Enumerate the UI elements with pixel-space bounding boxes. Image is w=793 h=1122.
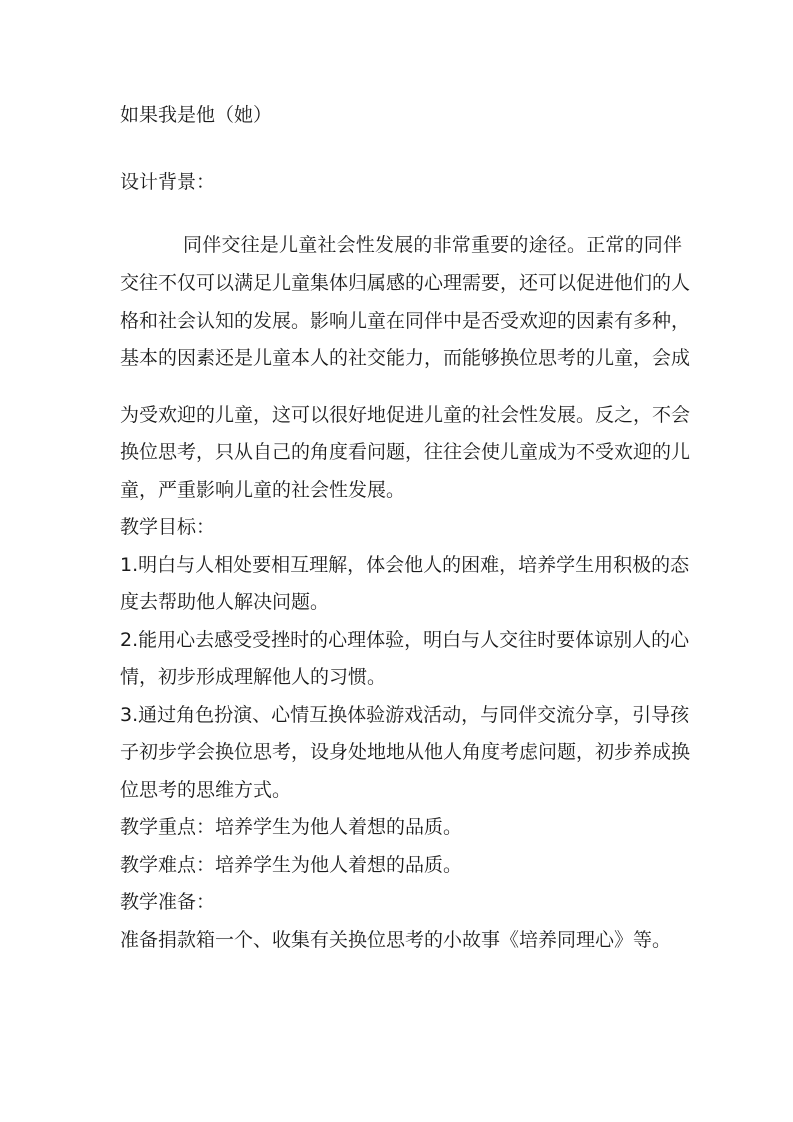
key-point: 教学重点：培养学生为他人着想的品质。 — [120, 816, 463, 838]
paragraph-line: 交往不仅可以满足儿童集体归属感的心理需要，还可以促进他们的人 — [120, 272, 691, 294]
objective-line: 1.明白与人相处要相互理解，体会他人的困难，培养学生用积极的态 — [120, 554, 690, 576]
objective-line: 度去帮助他人解决问题。 — [120, 591, 330, 613]
background-heading: 设计背景： — [120, 171, 216, 193]
preparation-text: 准备捐款箱一个、收集有关换位思考的小故事《培养同理心》等。 — [120, 929, 672, 951]
paragraph-line: 为受欢迎的儿童，这可以很好地促进儿童的社会性发展。反之，不会 — [120, 404, 691, 426]
paragraph-line: 换位思考，只从自己的角度看问题，往往会使儿童成为不受欢迎的儿 — [120, 441, 691, 463]
objective-line: 2.能用心去感受受挫时的心理体验，明白与人交往时要体谅别人的心 — [120, 629, 690, 651]
paragraph-line: 同伴交往是儿童社会性发展的非常重要的途径。正常的同伴 — [183, 234, 682, 256]
objective-line: 情，初步形成理解他人的习惯。 — [120, 666, 387, 688]
difficulty: 教学难点：培养学生为他人着想的品质。 — [120, 854, 463, 876]
paragraph-line: 格和社会认知的发展。影响儿童在同伴中是否受欢迎的因素有多种， — [120, 310, 691, 332]
objective-line: 3.通过角色扮演、心情互换体验游戏活动，与同伴交流分享，引导孩 — [120, 704, 690, 726]
objective-line: 子初步学会换位思考，设身处地地从他人角度考虑问题，初步养成换 — [120, 741, 691, 763]
preparation-heading: 教学准备： — [120, 891, 216, 913]
paragraph-line: 基本的因素还是儿童本人的社交能力，而能够换位思考的儿童，会成 — [120, 347, 691, 369]
objectives-heading: 教学目标： — [120, 516, 216, 538]
document-title: 如果我是他（她） — [120, 104, 273, 126]
paragraph-line: 童，严重影响儿童的社会性发展。 — [120, 479, 406, 501]
objective-line: 位思考的思维方式。 — [120, 779, 292, 801]
